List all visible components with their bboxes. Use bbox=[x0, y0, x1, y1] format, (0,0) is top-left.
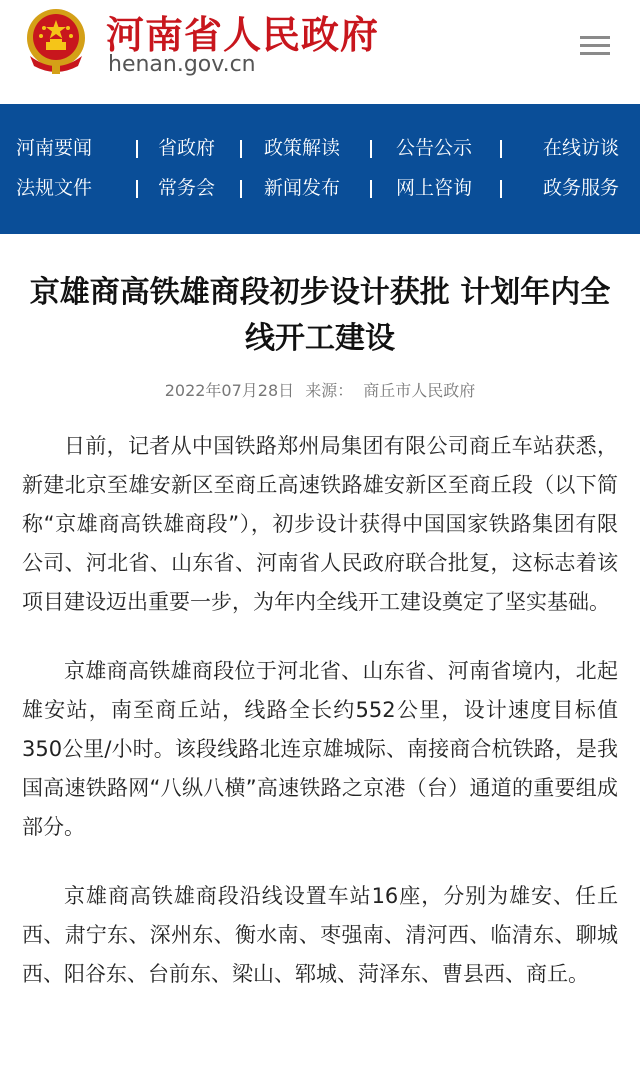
nav-separator bbox=[240, 180, 242, 198]
nav-item-online-consult[interactable]: 网上咨询 bbox=[396, 177, 473, 199]
article-paragraph-1: 日前，记者从中国铁路郑州局集团有限公司商丘车站获悉，新建北京至雄安新区至商丘高速铁路雄安新区至商丘段（以下简称“京雄商高铁雄商段”），初步设计获得中国国家铁路集团有限公司、河北省、山东省、河南省人民政府联合批复，这标志着该项目建设迈出重要一步，为年内全线开工建设奠定了坚实基础。 bbox=[22, 434, 618, 614]
hamburger-menu-icon[interactable] bbox=[580, 36, 610, 56]
nav-item-henan-news[interactable]: 河南要闻 bbox=[16, 137, 93, 159]
nav-separator bbox=[370, 140, 372, 158]
nav-item-provincial-gov[interactable]: 省政府 bbox=[158, 137, 216, 159]
nav-separator bbox=[136, 140, 138, 158]
article-source: 商丘市人民政府 bbox=[363, 381, 476, 400]
nav-separator bbox=[500, 180, 502, 198]
nav-separator bbox=[500, 140, 502, 158]
article bbox=[0, 270, 640, 994]
nav-item-press-release[interactable]: 新闻发布 bbox=[264, 177, 341, 199]
nav-item-executive-meeting[interactable]: 常务会 bbox=[158, 177, 216, 199]
nav-separator bbox=[240, 140, 242, 158]
article-title: 京雄商高铁雄商段初步设计获批 计划年内全线开工建设 bbox=[29, 275, 611, 356]
national-emblem-icon[interactable] bbox=[24, 6, 88, 76]
nav-separator bbox=[370, 180, 372, 198]
site-header bbox=[0, 0, 640, 104]
article-paragraph-2: 京雄商高铁雄商段位于河北省、山东省、河南省境内，北起雄安站，南至商丘站，线路全长约552公里，设计速度目标值350公里/小时。该段线路北连京雄城际、南接商合杭铁路，是我国高速铁路网“八纵八横”高速铁路之京港（台）通道的重要组成部分。 bbox=[22, 659, 618, 839]
nav-item-online-interview[interactable]: 在线访谈 bbox=[543, 137, 620, 159]
article-date: 2022年07月28日 bbox=[164, 381, 295, 400]
nav-row-1 bbox=[0, 128, 640, 168]
nav-item-announcements[interactable]: 公告公示 bbox=[396, 137, 473, 159]
site-domain: henan.gov.cn bbox=[108, 52, 256, 77]
nav-item-policy-interpretation[interactable]: 政策解读 bbox=[264, 137, 341, 159]
nav-row-2 bbox=[0, 168, 640, 208]
article-source-label: 来源： bbox=[305, 381, 354, 400]
main-nav bbox=[0, 104, 640, 234]
site-title[interactable]: 河南省人民政府 bbox=[106, 13, 380, 57]
article-meta bbox=[22, 378, 618, 401]
nav-item-gov-services[interactable]: 政务服务 bbox=[543, 177, 620, 199]
article-paragraph-3: 京雄商高铁雄商段沿线设置车站16座，分别为雄安、任丘西、肃宁东、深州东、衡水南、枣强南、清河西、临清东、聊城西、阳谷东、台前东、梁山、郓城、菏泽东、曹县西、商丘。 bbox=[22, 884, 618, 986]
nav-item-regulations[interactable]: 法规文件 bbox=[16, 177, 93, 199]
nav-separator bbox=[136, 180, 138, 198]
